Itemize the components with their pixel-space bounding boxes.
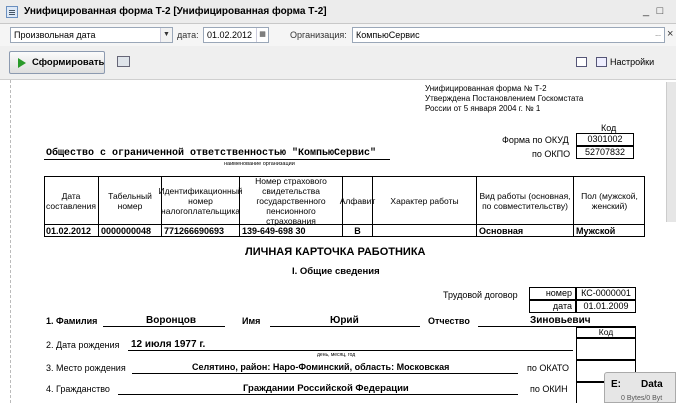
col-header-snils: Номер страхового свидетельства государственного пенсионного страхования (240, 176, 343, 225)
name-underline (270, 326, 420, 327)
organization-name: Общество с ограниченной ответственностью "КомпьюСервис" (46, 148, 377, 159)
birthplace-underline (132, 373, 518, 374)
code-header: Код (601, 123, 617, 133)
table-row-date: 01.02.2012 (44, 225, 99, 237)
date-field[interactable] (203, 27, 269, 43)
table-row-work-nature (373, 225, 477, 237)
birthplace-value: Селятино, район: Наро-Фоминский, область: Московская (192, 362, 450, 372)
org-underline (44, 159, 390, 160)
organization-field[interactable] (352, 27, 665, 43)
surname-value: Воронцов (146, 315, 196, 326)
transfer-overlay (604, 372, 676, 403)
clear-button[interactable]: × (667, 28, 674, 40)
form-header-line3: России от 5 января 2004 г. № 1 (425, 104, 541, 113)
organization-caption: наименование организации (224, 161, 295, 167)
table-view-icon[interactable] (576, 57, 587, 67)
toolbar (0, 46, 676, 80)
birthdate-underline (128, 350, 573, 351)
margin-line (10, 80, 11, 403)
col-header-gender: Пол (мужской, женский) (581, 190, 638, 211)
okpo-label: по ОКПО (532, 149, 571, 159)
col-header-work-type: Вид работы (основная, по совместительству) (477, 176, 574, 225)
surname-label: 1. Фамилия (46, 316, 98, 326)
generate-button[interactable] (9, 51, 105, 74)
code-cell-1 (576, 338, 636, 360)
printer-icon[interactable] (117, 56, 130, 67)
report-sheet (0, 80, 666, 403)
date-value: 01.02.2012 (207, 30, 253, 40)
form-header-line2: Утверждена Постановлением Госкомстата (425, 94, 584, 103)
section-title: I. Общие сведения (292, 266, 380, 277)
code-header-2: Код (576, 327, 636, 338)
table-row-work-type: Основная (477, 225, 574, 237)
citizenship-underline (118, 394, 518, 395)
parameters-bar (0, 24, 676, 46)
patronymic-label: Отчество (428, 316, 470, 326)
period-mode-select[interactable] (10, 27, 173, 43)
date-label: дата: (177, 30, 199, 40)
chevron-down-icon[interactable]: ▼ (160, 28, 172, 42)
table-row-snils: 139-649-698 30 (240, 225, 343, 237)
window-titlebar (0, 0, 676, 24)
window-title: Унифицированная форма Т-2 [Унифицированная форма Т-2] (24, 6, 327, 17)
patronymic-value: Зиновьевич (530, 315, 591, 326)
birthdate-caption: день, месяц, год (317, 352, 356, 358)
okud-value: 0301002 (576, 133, 634, 146)
name-label: Имя (242, 316, 261, 326)
maximize-button[interactable]: □ (656, 5, 664, 17)
play-icon (18, 58, 26, 68)
okud-label: Форма по ОКУД (502, 135, 569, 145)
overlay-drive-label: E: (611, 379, 621, 390)
period-mode-value: Произвольная дата (14, 30, 96, 40)
generate-button-label: Сформировать (32, 57, 105, 68)
overlay-bytes: 0 Bytes/0 Byt (621, 395, 663, 402)
organization-value: КомпьюСервис (356, 30, 420, 40)
table-row-tabnum: 0000000048 (99, 225, 162, 237)
name-value: Юрий (330, 315, 359, 326)
citizenship-value: Граждании Российской Федерации (243, 383, 409, 394)
col-header-alphabet: Алфавит (343, 176, 373, 225)
organization-label: Организация: (290, 30, 347, 40)
card-title: ЛИЧНАЯ КАРТОЧКА РАБОТНИКА (245, 246, 426, 258)
overlay-data-label: Data (641, 379, 663, 390)
browse-button[interactable]: ... (652, 28, 664, 42)
table-row-inn: 771266690693 (162, 225, 240, 237)
form-header-line1: Унифицированная форма № Т-2 (425, 84, 547, 93)
birthdate-value: 12 июля 1977 г. (131, 339, 206, 350)
citizenship-label: 4. Гражданство (46, 384, 110, 394)
table-row-alphabet: В (343, 225, 373, 237)
settings-icon[interactable] (596, 57, 607, 67)
surname-underline (103, 326, 225, 327)
calendar-icon[interactable]: ▦ (256, 28, 268, 42)
col-header-work-nature: Характер работы (373, 176, 477, 225)
vertical-scrollbar[interactable] (666, 82, 676, 222)
okato-label: по ОКАТО (527, 363, 570, 373)
col-header-tabnum: Табельный номер (99, 176, 162, 225)
form-icon (6, 6, 18, 18)
birthdate-label: 2. Дата рождения (46, 340, 120, 350)
minimize-button[interactable]: _ (642, 5, 650, 17)
birthplace-label: 3. Место рождения (46, 363, 126, 373)
contract-label: Трудовой договор (443, 290, 518, 300)
contract-date: 01.01.2009 (576, 300, 636, 313)
contract-date-label: дата (529, 300, 576, 313)
contract-number-label: номер (529, 287, 576, 300)
okpo-value: 52707832 (576, 146, 634, 159)
table-row-gender: Мужской (576, 226, 616, 236)
contract-number: КС-0000001 (576, 287, 636, 300)
col-header-inn: Идентификационный номер налогоплательщика (162, 176, 240, 225)
okin-label: по ОКИН (530, 384, 568, 394)
settings-button[interactable]: Настройки (610, 57, 655, 67)
col-header-date: Дата составления (44, 176, 99, 225)
